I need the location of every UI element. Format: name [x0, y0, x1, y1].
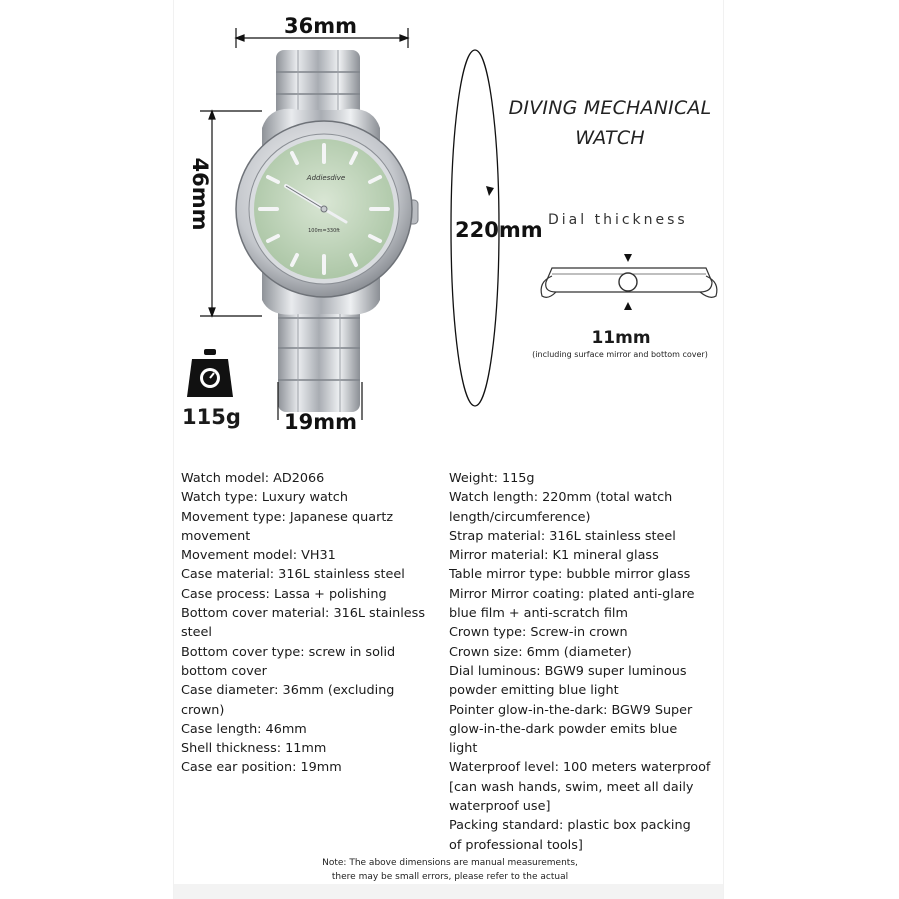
- spec-line: Mirror Mirror coating: plated anti-glare: [449, 586, 695, 602]
- title-line-1: DIVING MECHANICAL: [508, 97, 712, 119]
- spec-line: light: [449, 741, 478, 757]
- spec-line: waterproof use]: [449, 799, 551, 815]
- spec-line: Movement type: Japanese quartz: [181, 509, 394, 525]
- spec-line: Pointer glow-in-the-dark: BGW9 Super: [449, 702, 693, 718]
- spec-line: Shell thickness: 11mm: [181, 741, 327, 757]
- spec-line: Strap material: 316L stainless steel: [449, 528, 676, 544]
- spec-line: Watch length: 220mm (total watch: [449, 490, 673, 506]
- spec-line: Waterproof level: 100 meters waterproof: [449, 760, 711, 776]
- spec-line: length/circumference): [449, 509, 591, 525]
- title-line-2: WATCH: [575, 127, 645, 149]
- dial-depth-text: 100m=330ft: [308, 228, 340, 234]
- spec-line: crown): [181, 702, 225, 718]
- footnote: [280, 856, 620, 884]
- spec-line: Case diameter: 36mm (excluding: [181, 683, 395, 699]
- spec-line: Bottom cover material: 316L stainless: [181, 606, 426, 622]
- product-title: [496, 93, 724, 153]
- spec-line: Packing standard: plastic box packing: [449, 818, 691, 834]
- specs-left-column: [181, 469, 425, 778]
- dial-thickness-note: (including surface mirror and bottom cover): [532, 350, 708, 359]
- spec-line: Table mirror type: bubble mirror glass: [449, 567, 691, 583]
- spec-line: steel: [181, 625, 212, 641]
- spec-line: Weight: 115g: [449, 471, 535, 486]
- spec-line: Movement model: VH31: [181, 548, 336, 564]
- spec-line: Case ear position: 19mm: [181, 760, 342, 776]
- spec-line: glow-in-the-dark powder emits blue: [449, 721, 678, 737]
- spec-line: Crown size: 6mm (diameter): [449, 644, 632, 660]
- strap-length-label: 220mm: [455, 218, 543, 242]
- panel-footer-strip: [174, 884, 723, 899]
- spec-line: bottom cover: [181, 663, 267, 679]
- spec-line: Mirror material: K1 mineral glass: [449, 548, 659, 564]
- spec-line: Dial luminous: BGW9 super luminous: [449, 663, 687, 679]
- scale-weight-icon: [186, 347, 234, 399]
- spec-line: Crown type: Screw-in crown: [449, 625, 628, 641]
- spec-line: blue film + anti-scratch film: [449, 606, 628, 622]
- footnote-line-2: there may be small errors, please refer to the actual: [331, 872, 569, 882]
- spec-line: Case length: 46mm: [181, 721, 307, 737]
- spec-line: [can wash hands, swim, meet all daily: [449, 779, 694, 795]
- spec-line: Case material: 316L stainless steel: [181, 567, 405, 583]
- lug-width-label: 19mm: [284, 410, 357, 434]
- case-width-label: 36mm: [284, 14, 357, 38]
- spec-line: Watch type: Luxury watch: [181, 490, 348, 506]
- spec-line: powder emitting blue light: [449, 683, 619, 699]
- spec-line: Bottom cover type: screw in solid: [181, 644, 396, 660]
- case-length-label: 46mm: [188, 157, 212, 231]
- spec-line: Case process: Lassa + polishing: [181, 586, 387, 602]
- side-profile-diagram: [536, 240, 722, 320]
- footnote-line-1: Note: The above dimensions are manual measurements,: [322, 858, 578, 868]
- dial-brand-text: Addiesdive: [306, 174, 346, 182]
- dial-thickness-value: 11mm: [591, 328, 651, 348]
- dial-thickness-label: Dial thickness: [548, 212, 688, 228]
- spec-line: movement: [181, 528, 251, 544]
- spec-line: Watch model: AD2066: [181, 471, 325, 486]
- weight-label: 115g: [182, 405, 241, 429]
- spec-line: of professional tools]: [449, 837, 583, 853]
- specs-right-column: [449, 469, 710, 855]
